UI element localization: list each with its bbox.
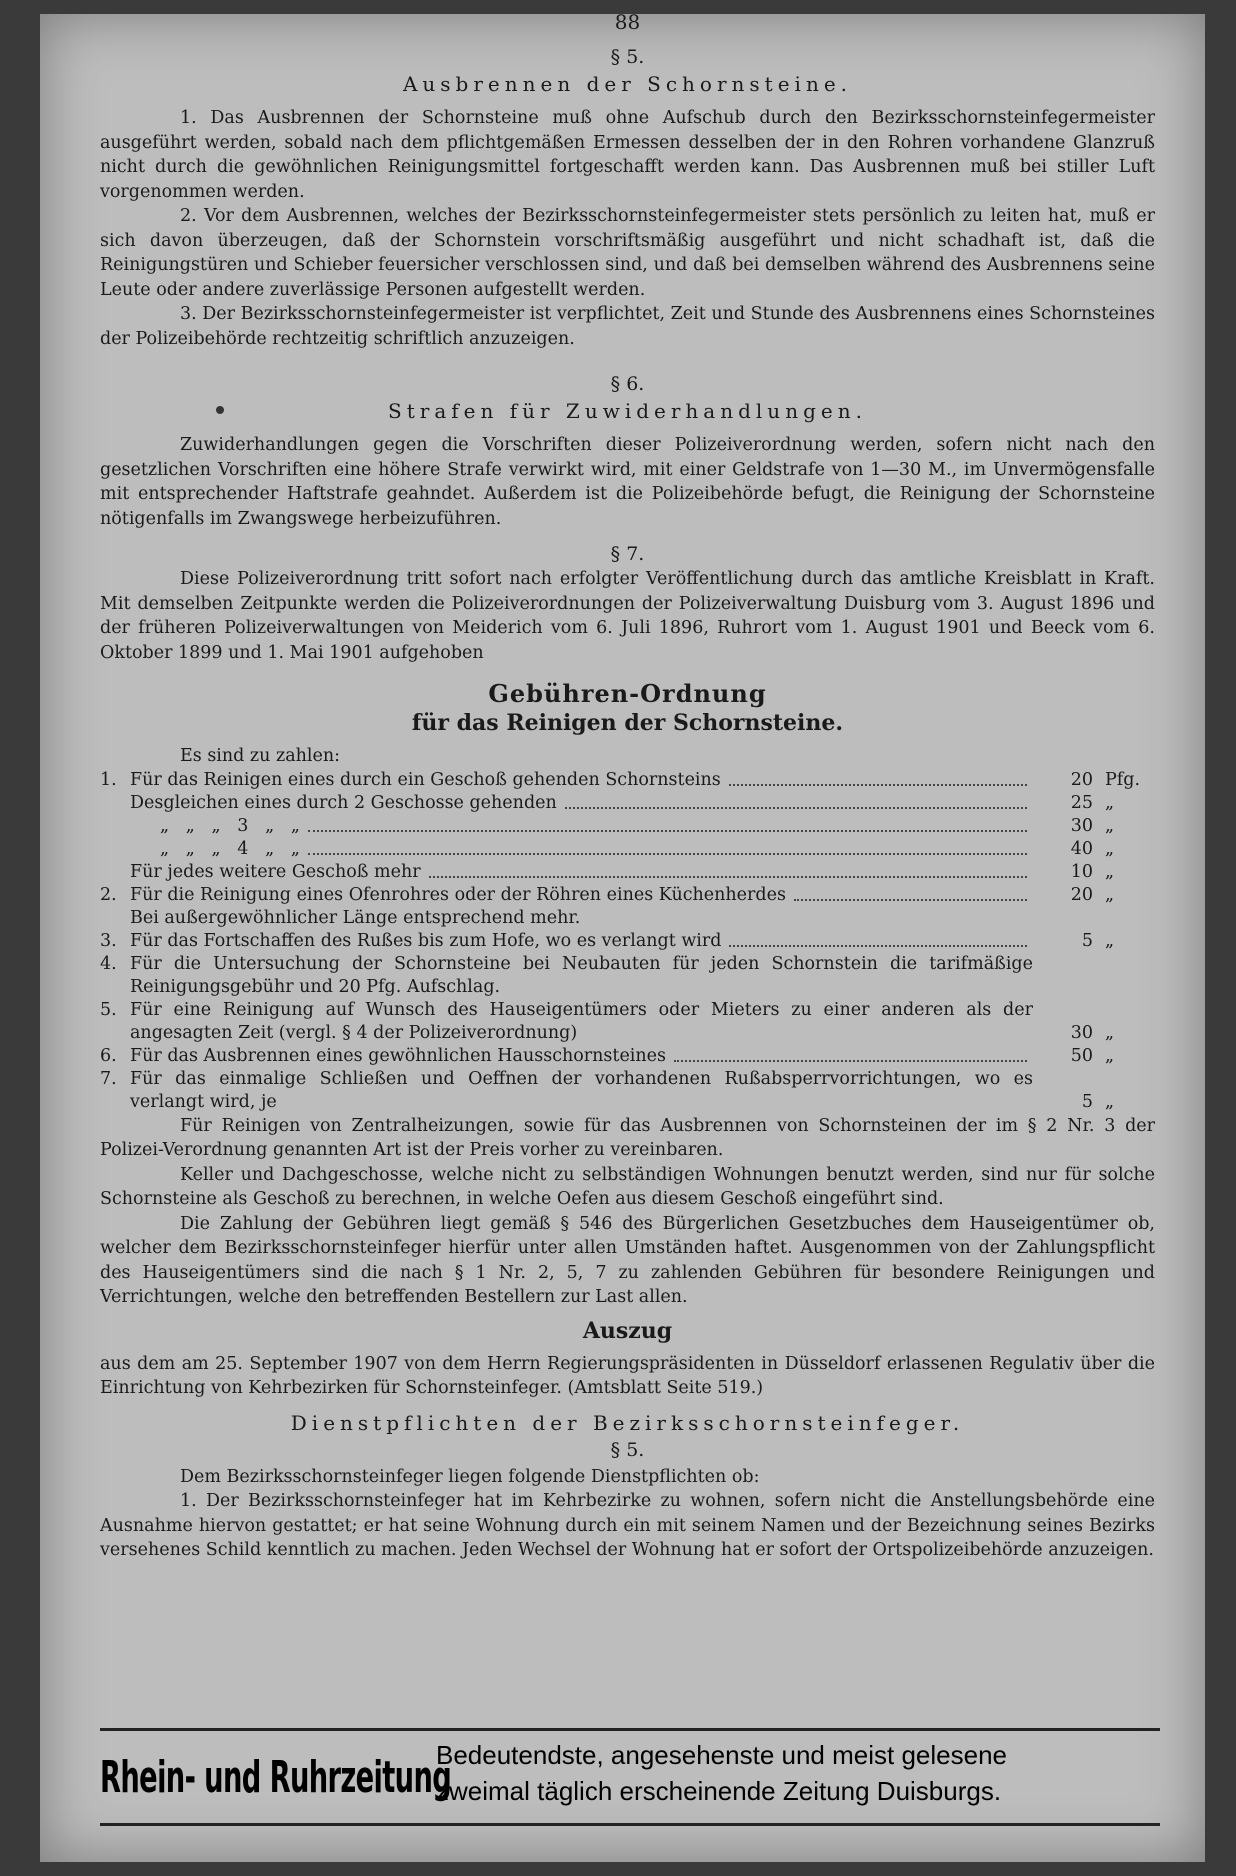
fee-row [100,999,1155,1045]
fee-row-unit [1093,907,1155,930]
fee-row-number: 2. [100,884,117,905]
leader-dots [565,792,1027,809]
fee-schedule-title: Gebühren-Ordnung [488,679,767,708]
fee-row [100,815,1155,838]
fee-row-text: Für das Reinigen eines durch ein Geschoß gehenden Schornsteins [130,769,721,790]
fee-row-text: Für eine Reinigung auf Wunsch des Hauseigentümers oder Mieters zu einer anderen als der angesagten Zeit (vergl. § 4 der Polizeiverordnung) [130,999,1033,1043]
fee-row-number [100,861,130,884]
leader-dots [674,1045,1027,1062]
leader-dots [729,769,1027,786]
fee-row-text: Für das Fortschaffen des Rußes bis zum Hofe, wo es verlangt wird [130,930,722,951]
fee-row [100,1045,1155,1068]
fee-row-unit [1093,953,1155,999]
leader-dots [429,861,1027,878]
ad-slogan-line-1: Bedeutendste, angesehenste und meist gelesene [436,1740,1007,1770]
fee-row-number: 1. [100,769,117,790]
fee-row-text: Desgleichen eines durch 2 Geschosse gehenden [130,792,557,813]
section-7-number: § 7. [610,543,645,565]
fee-row-amount: 5 [1081,1091,1093,1112]
section-5-paragraph-1: 1. Das Ausbrennen der Schornsteine muß ohne Aufschub durch den Bezirksschornsteinfegermeister ausgeführt werden, sobald nach dem pflichtgemäßen Ermessen desselben der in den Rohren vorhandene Glanzruß nicht durch die gewöhnlichen Reinigungsmittel fortgeschafft werden kann. Das Ausbrennen muß bei stiller Luft vorgenommen werden. [100,108,1155,202]
fee-row-amount: 40 [1070,838,1093,859]
section-5-title: Ausbrennen der Schornsteine. [402,72,853,96]
fee-row-text: Für das Ausbrennen eines gewöhnlichen Hausschornsteines [130,1045,667,1066]
fee-row-number: 5. [100,999,117,1020]
duties-section-number: § 5. [610,1438,645,1461]
leader-dots [308,815,1027,832]
leader-dots [794,884,1027,901]
fee-row-unit: „ [1105,1045,1115,1066]
document-page [100,10,1155,1563]
fee-row [100,930,1155,953]
section-5-paragraph-2: 2. Vor dem Ausbrennen, welches der Bezirksschornsteinfegermeister stets persönlich zu leiten hat, muß er sich davon überzeugen, daß der Schornstein vorschriftsmäßig ausgeführt und nicht schadhaft ist, daß die Reinigungstüren und Schieber feuersicher verschlossen sind, und daß bei demselben während des Ausbrennens seine Leute oder andere zuverlässige Personen aufgestellt werden. [100,206,1155,300]
fee-row-number [100,815,130,838]
fee-row-amount: 10 [1070,861,1093,882]
fee-row-amount: 20 [1070,884,1093,905]
fee-row-number [100,838,130,861]
newspaper-logo: Rhein- und Ruhrzeitung [100,1751,452,1803]
fee-row-text: Für jedes weitere Geschoß mehr [130,861,421,882]
leader-dots [308,838,1027,855]
fee-row-unit: „ [1105,861,1115,882]
fee-row-unit: „ [1105,930,1115,951]
auszug-title: Auszug [582,1317,673,1344]
fee-row-amount: 25 [1070,792,1093,813]
fee-row-text: Für das einmalige Schließen und Oeffnen der vorhandenen Rußabsperrvorrichtungen, wo es verlangt wird, je [130,1068,1033,1112]
fee-row-amount: 5 [1081,930,1093,951]
fee-row-unit: „ [1105,838,1115,859]
newspaper-advertisement [100,1728,1160,1826]
fee-table [100,769,1155,1114]
fee-row-text: Für die Reinigung eines Ofenrohres oder der Röhren eines Küchenherdes [130,884,786,905]
fee-row-number [100,792,130,815]
fee-row-amount [1033,907,1093,930]
fee-row-text: „ „ „ 3 „ „ [160,815,300,836]
section-6-paragraph: Zuwiderhandlungen gegen die Vorschriften dieser Polizeiverordnung werden, sofern nicht nach den gesetzlichen Vorschriften eine höhere Strafe verwirkt wird, mit einer Geldstrafe von 1—30 M., im Unvermögensfalle mit entsprechender Haftstrafe geahndet. Außerdem ist die Polizeibehörde befugt, die Reinigung der Schornsteine nötigenfalls im Zwangswege herbeizuführen. [100,435,1155,529]
fee-row-number: 7. [100,1068,117,1089]
fee-row-unit: Pfg. [1105,769,1141,790]
fee-note-3: Die Zahlung der Gebühren liegt gemäß § 546 des Bürgerlichen Gesetzbuches dem Hauseigentümer ob, welcher dem Bezirksschornsteinfeger hierfür unter allen Umständen haftet. Ausgenommen von der Zahlungspflicht des Hauseigentümers sind die nach § 1 Nr. 2, 5, 7 zu zahlenden Gebühren für besondere Reinigungen und Verrichtungen, welche den betreffenden Bestellern zur Last allen. [100,1213,1155,1307]
fee-row-amount: 50 [1070,1045,1093,1066]
fee-note-2: Keller und Dachgeschosse, welche nicht zu selbständigen Wohnungen benutzt werden, sind nur für solche Schornsteine als Geschoß zu berechnen, in welche Oefen aus diesem Geschoß eingeführt sind. [100,1164,1155,1209]
auszug-intro: aus dem am 25. September 1907 von dem Herrn Regierungspräsidenten in Düsseldorf erlassenen Regulativ über die Einrichtung von Kehrbezirken für Schornsteinfeger. (Amtsblatt Seite 519.) [100,1353,1155,1398]
fee-row-number: 6. [100,1045,117,1066]
fee-row-unit: „ [1105,792,1115,813]
section-5-number: § 5. [610,46,645,68]
fee-row-amount: 30 [1070,815,1093,836]
fee-schedule-intro: Es sind zu zahlen: [180,746,341,766]
fee-row [100,838,1155,861]
ad-slogan-line-2: zweimal täglich erscheinende Zeitung Duisburgs. [436,1776,1002,1806]
fee-row-number: 4. [100,953,117,974]
section-5-paragraph-3: 3. Der Bezirksschornsteinfegermeister ist verpflichtet, Zeit und Stunde des Ausbrennens eines Schornsteines der Polizeibehörde rechtzeitig schriftlich anzuzeigen. [100,304,1155,349]
fee-row [100,861,1155,884]
fee-row [100,953,1155,999]
duties-title: Dienstpflichten der Bezirksschornsteinfeger. [290,1410,965,1435]
fee-schedule-subtitle: für das Reinigen der Schornsteine. [411,710,844,736]
fee-row-amount [1033,953,1093,999]
fee-row-unit: „ [1105,884,1115,905]
fee-row-amount: 30 [1070,1022,1093,1043]
duties-intro: Dem Bezirksschornsteinfeger liegen folgende Dienstpflichten ob: [180,1466,760,1487]
page-number: 88 [614,10,641,34]
fee-row-unit: „ [1105,1091,1115,1112]
fee-row-text: Für die Untersuchung der Schornsteine bei Neubauten für jeden Schornstein die tarifmäßige Reinigungsgebühr und 20 Pfg. Aufschlag. [130,953,1033,997]
leader-dots [729,930,1027,947]
ad-slogan [436,1737,1156,1809]
fee-row-number [100,907,130,930]
section-6-number: § 6. [610,373,645,395]
fee-row [100,1068,1155,1114]
fee-row [100,769,1155,792]
fee-row [100,884,1155,907]
fee-note-1: Für Reinigen von Zentralheizungen, sowie für das Ausbrennen von Schornsteinen der im § 2 Nr. 3 der Polizei-Verordnung genannten Art ist der Preis vorher zu vereinbaren. [100,1115,1155,1160]
section-7-paragraph: Diese Polizeiverordnung tritt sofort nach erfolgter Veröffentlichung durch das amtliche Kreisblatt in Kraft. Mit demselben Zeitpunkte werden die Polizeiverordnungen der Polizeiverwaltung Duisburg vom 3. August 1896 und der früheren Polizeiverwaltungen von Meiderich vom 6. Juli 1896, Ruhrort vom 1. August 1901 und Beeck vom 6. Oktober 1899 und 1. Mai 1901 aufgehoben [100,569,1155,663]
fee-row-unit: „ [1105,1022,1115,1043]
fee-row-text: „ „ „ 4 „ „ [160,838,300,859]
fee-row-amount: 20 [1070,769,1093,790]
duties-paragraph-1: 1. Der Bezirksschornsteinfeger hat im Kehrbezirke zu wohnen, sofern nicht die Anstellungsbehörde eine Ausnahme hiervon gestattet; er hat seine Wohnung durch ein mit seinem Namen und der Bezeichnung seines Bezirks versehenes Schild kenntlich zu machen. Jeden Wechsel der Wohnung hat er sofort der Ortspolizeibehörde anzuzeigen. [100,1491,1155,1560]
fee-row [100,907,1155,930]
section-6-title: Strafen für Zuwiderhandlungen. [388,399,867,423]
fee-row [100,792,1155,815]
fee-row-text: Bei außergewöhnlicher Länge entsprechend mehr. [130,907,581,928]
fee-row-number: 3. [100,930,117,951]
fee-row-unit: „ [1105,815,1115,836]
